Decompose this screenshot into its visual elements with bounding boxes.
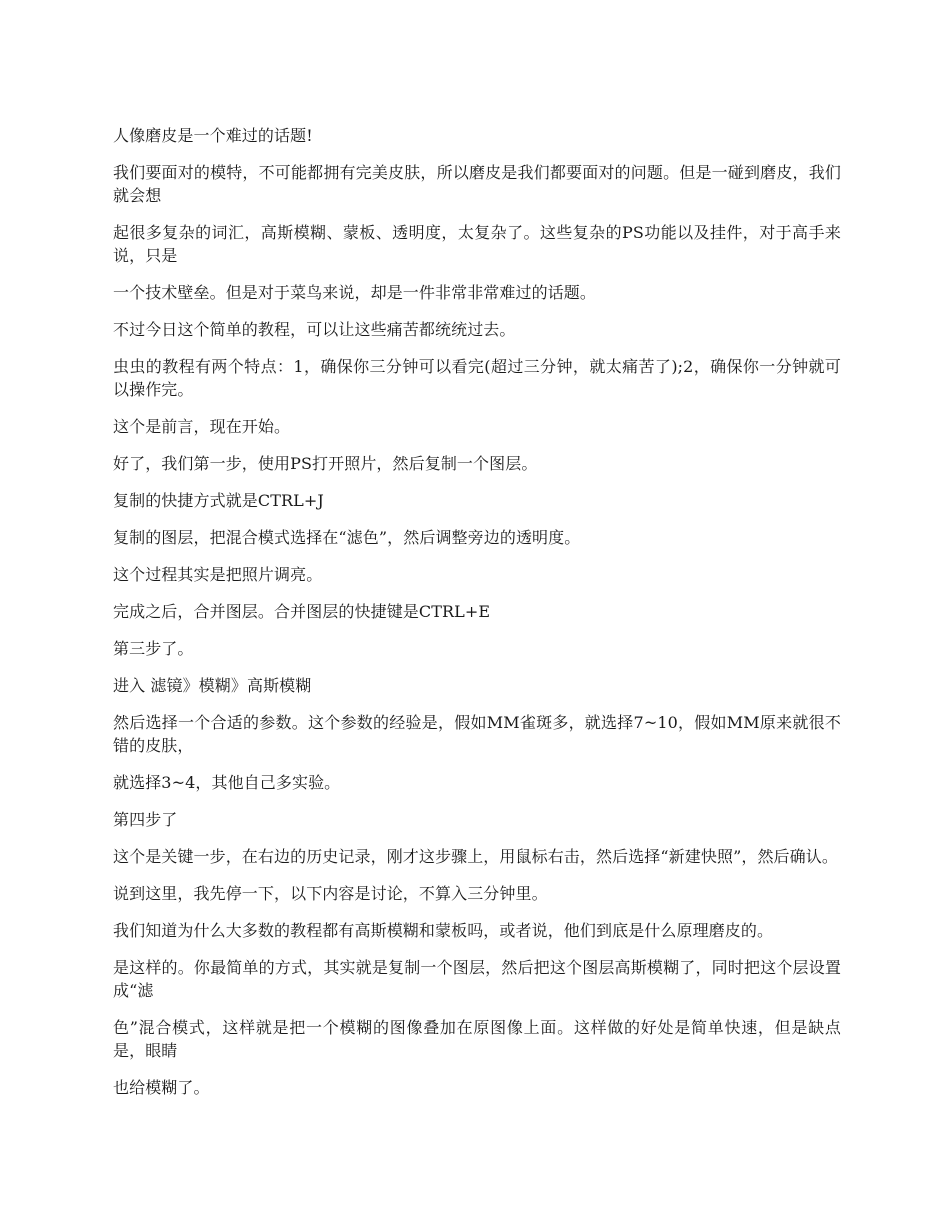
paragraph-14: 进入 滤镜》模糊》高斯模糊 xyxy=(113,676,312,695)
paragraph-16: 就选择3~4，其他自己多实验。 xyxy=(113,773,341,792)
paragraph-13: 第三步了。 xyxy=(113,639,194,658)
paragraph-6: 虫虫的教程有两个特点：1，确保你三分钟可以看完(超过三分钟，就太痛苦了);2，确保你一分钟就可以操作完。 xyxy=(113,357,841,399)
paragraph-18: 这个是关键一步，在右边的历史记录，刚才这步骤上，用鼠标右击，然后选择“新建快照”，然后确认。 xyxy=(113,847,838,866)
paragraph-8: 好了，我们第一步，使用PS打开照片，然后复制一个图层。 xyxy=(113,454,538,473)
paragraph-15: 然后选择一个合适的参数。这个参数的经验是，假如MM雀斑多，就选择7~10，假如MM原来就很不错的皮肤， xyxy=(113,713,841,755)
paragraph-7: 这个是前言，现在开始。 xyxy=(113,417,291,436)
article-body xyxy=(113,124,841,1113)
paragraph-22: 色”混合模式，这样就是把一个模糊的图像叠加在原图像上面。这样做的好处是简单快速，但是缺点是，眼睛 xyxy=(113,1018,841,1060)
paragraph-19: 说到这里，我先停一下，以下内容是讨论，不算入三分钟里。 xyxy=(113,884,548,903)
paragraph-10: 复制的图层，把混合模式选择在“滤色”，然后调整旁边的透明度。 xyxy=(113,528,581,547)
paragraph-9: 复制的快捷方式就是CTRL+J xyxy=(113,491,324,510)
paragraph-3: 起很多复杂的词汇，高斯模糊、蒙板、透明度，太复杂了。这些复杂的PS功能以及挂件，对于高手来说，只是 xyxy=(113,223,841,265)
paragraph-2: 我们要面对的模特，不可能都拥有完美皮肤，所以磨皮是我们都要面对的问题。但是一碰到磨皮，我们就会想 xyxy=(113,163,841,205)
paragraph-12: 完成之后，合并图层。合并图层的快捷键是CTRL+E xyxy=(113,602,491,621)
paragraph-4: 一个技术壁垒。但是对于菜鸟来说，却是一件非常非常难过的话题。 xyxy=(113,283,597,302)
paragraph-5: 不过今日这个简单的教程，可以让这些痛苦都统统过去。 xyxy=(113,320,516,339)
paragraph-17: 第四步了 xyxy=(113,810,178,829)
paragraph-11: 这个过程其实是把照片调亮。 xyxy=(113,565,323,584)
paragraph-1: 人像磨皮是一个难过的话题! xyxy=(113,126,313,145)
paragraph-23: 也给模糊了。 xyxy=(113,1078,210,1097)
paragraph-21: 是这样的。你最简单的方式，其实就是复制一个图层，然后把这个图层高斯模糊了，同时把这个层设置成“滤 xyxy=(113,958,841,1000)
paragraph-20: 我们知道为什么大多数的教程都有高斯模糊和蒙板吗，或者说，他们到底是什么原理磨皮的。 xyxy=(113,921,774,940)
